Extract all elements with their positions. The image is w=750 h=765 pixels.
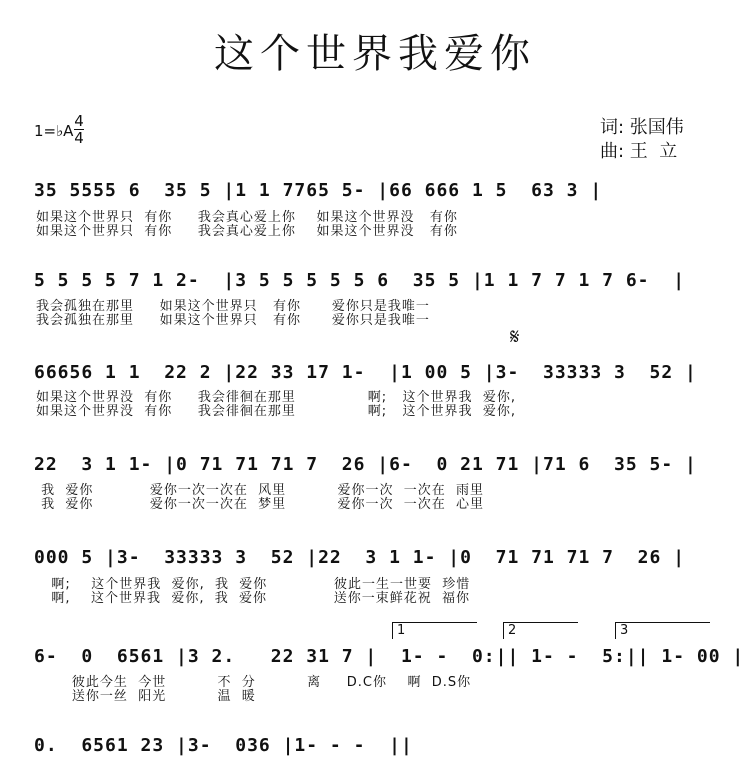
lyric-line-2a: 我会孤独在那里 如果这个世界只 有你 爱你只是我唯一	[36, 299, 430, 314]
time-signature-top: 4	[74, 112, 84, 130]
time-signature-bottom: 4	[74, 129, 84, 147]
score-line-6: 6- 0 6561 |3 2. 22 31 7 | 1- - 0:|| 1- - 5:|| 1- 00 |	[34, 646, 745, 667]
lyric-line-1a: 如果这个世界只 有你 我会真心爱上你 如果这个世界没 有你	[36, 210, 458, 225]
segno-sign: 𝄋	[510, 325, 520, 350]
lyric-line-3a: 如果这个世界没 有你 我会徘徊在那里 啊; 这个世界我 爱你,	[36, 390, 516, 405]
credits	[600, 116, 684, 164]
song-title: 这个世界我爱你	[214, 31, 536, 77]
lyric-line-6b: 送你一丝 阳光 温 暖	[36, 689, 256, 704]
score-line-4: 22 3 1 1- |0 71 71 71 7 26 |6- 0 21 71 |71 6 35 5- |	[34, 454, 697, 475]
score-line-7: 0. 6561 23 |3- 036 |1- - - ||	[34, 735, 413, 756]
composer: 曲: 王 立	[600, 141, 678, 162]
lyric-line-4b: 我 爱你 爱你一次一次在 梦里 爱你一次 一次在 心里	[36, 497, 484, 512]
score-line-1: 35 5555 6 35 5 |1 1 7765 5- |66 666 1 5 63 3 |	[34, 180, 603, 201]
lyric-line-6a: 彼此今生 今世 不 分 离 D.C你 啊 D.S你	[36, 675, 472, 690]
volta-bracket-2: 2	[503, 622, 578, 639]
score-line-2: 5 5 5 5 7 1 2- |3 5 5 5 5 5 6 35 5 |1 1 7 7 1 7 6- |	[34, 270, 686, 291]
volta-bracket-1: 1	[392, 622, 477, 639]
time-signature	[74, 113, 84, 146]
lyric-line-4a: 我 爱你 爱你一次一次在 风里 爱你一次 一次在 雨里	[36, 483, 484, 498]
lyric-line-5a: 啊; 这个世界我 爱你, 我 爱你 彼此一生一世要 珍惜	[36, 577, 471, 592]
key-signature: 1=♭A	[34, 122, 74, 140]
lyric-line-5b: 啊, 这个世界我 爱你, 我 爱你 送你一束鲜花祝 福你	[36, 591, 470, 606]
lyric-line-3b: 如果这个世界没 有你 我会徘徊在那里 啊; 这个世界我 爱你,	[36, 404, 516, 419]
lyricist: 词: 张国伟	[600, 117, 684, 138]
volta-bracket-3: 3	[615, 622, 710, 639]
lyric-line-2b: 我会孤独在那里 如果这个世界只 有你 爱你只是我唯一	[36, 313, 430, 328]
score-line-3: 66656 1 1 22 2 |22 33 17 1- |1 00 5 |3- 33333 3 52 |	[34, 362, 697, 383]
lyric-line-1b: 如果这个世界只 有你 我会真心爱上你 如果这个世界没 有你	[36, 224, 458, 239]
score-line-5: 000 5 |3- 33333 3 52 |22 3 1 1- |0 71 71 71 7 26 |	[34, 547, 686, 568]
